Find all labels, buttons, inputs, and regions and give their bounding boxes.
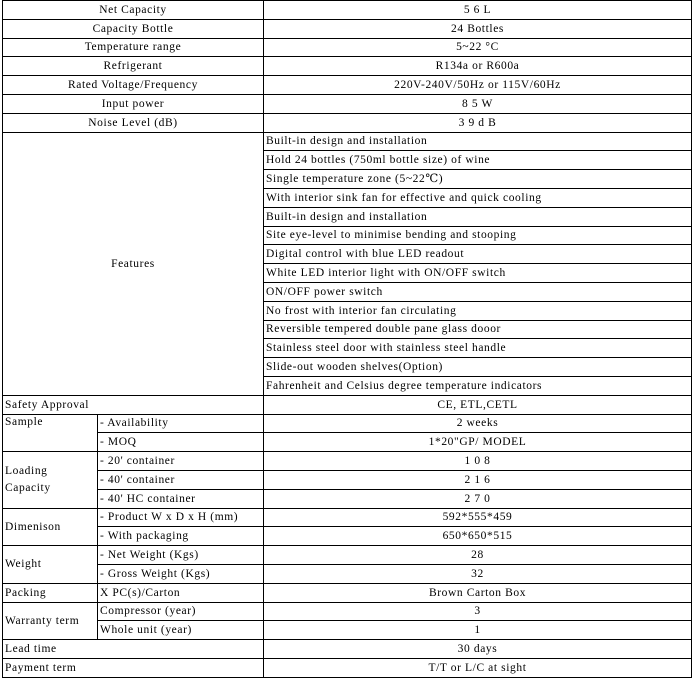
value-temperature-range: 5~22 °C	[264, 38, 692, 57]
row-dimension-packaging	[3, 527, 692, 546]
label-weight: Weight	[3, 546, 98, 584]
row-weight-net	[3, 546, 692, 565]
sub-label: - Gross Weight (Kgs)	[98, 564, 264, 583]
label-dimension: Dimenison	[3, 508, 98, 546]
label-refrigerant: Refrigerant	[3, 57, 264, 76]
feature-item: Fahrenheit and Celsius degree temperature indicators	[264, 376, 692, 395]
label-loading-line2: Capacity	[5, 481, 51, 494]
row-weight-gross	[3, 564, 692, 583]
value-capacity-bottle: 24 Bottles	[264, 19, 692, 38]
label-payment-term: Payment term	[3, 658, 264, 677]
sub-label: - Product W x D x H (mm)	[98, 508, 264, 527]
value-cell: 2 7 0	[264, 489, 692, 508]
row-warranty-whole-unit	[3, 621, 692, 640]
row-warranty-compressor	[3, 602, 692, 621]
label-warranty: Warranty term	[3, 602, 98, 640]
row-net-capacity	[3, 1, 692, 20]
feature-item: No frost with interior fan circulating	[264, 301, 692, 320]
row-lead-time	[3, 640, 692, 659]
row-noise-level	[3, 113, 692, 132]
feature-item: With interior sink fan for effective and quick cooling	[264, 188, 692, 207]
value-refrigerant: R134a or R600a	[264, 57, 692, 76]
row-refrigerant	[3, 57, 692, 76]
label-safety-approval: Safety Approval	[3, 395, 264, 414]
feature-item: Reversible tempered double pane glass dooor	[264, 320, 692, 339]
value-cell: 1*20"GP/ MODEL	[264, 433, 692, 452]
value-cell: 650*650*515	[264, 527, 692, 546]
value-input-power: 8 5 W	[264, 94, 692, 113]
value-cell: 3	[264, 602, 692, 621]
value-payment-term: T/T or L/C at sight	[264, 658, 692, 677]
feature-item: White LED interior light with ON/OFF switch	[264, 264, 692, 283]
row-loading-20	[3, 452, 692, 471]
feature-item: Hold 24 bottles (750ml bottle size) of wine	[264, 151, 692, 170]
feature-item: Digital control with blue LED readout	[264, 245, 692, 264]
feature-item: Built-in design and installation	[264, 207, 692, 226]
label-packing: Packing	[3, 583, 98, 602]
row-sample-availability	[3, 414, 692, 433]
label-lead-time: Lead time	[3, 640, 264, 659]
sub-label: - 40' container	[98, 470, 264, 489]
sub-label: - Net Weight (Kgs)	[98, 546, 264, 565]
row-sample-moq	[3, 433, 692, 452]
value-cell: Brown Carton Box	[264, 583, 692, 602]
row-temperature-range	[3, 38, 692, 57]
feature-item: Stainless steel door with stainless steel handle	[264, 339, 692, 358]
label-net-capacity: Net Capacity	[3, 1, 264, 20]
value-cell: 1 0 8	[264, 452, 692, 471]
value-rated-voltage: 220V-240V/50Hz or 115V/60Hz	[264, 76, 692, 95]
value-cell: 1	[264, 621, 692, 640]
sub-label: X PC(s)/Carton	[98, 583, 264, 602]
label-features: Features	[3, 132, 264, 395]
value-lead-time: 30 days	[264, 640, 692, 659]
value-cell: 28	[264, 546, 692, 565]
feature-item: Single temperature zone (5~22℃)	[264, 170, 692, 189]
label-rated-voltage: Rated Voltage/Frequency	[3, 76, 264, 95]
feature-item: Site eye-level to minimise bending and stooping	[264, 226, 692, 245]
feature-item: Slide-out wooden shelves(Option)	[264, 358, 692, 377]
row-loading-40hc	[3, 489, 692, 508]
label-sample: Sample	[3, 414, 98, 452]
label-capacity-bottle: Capacity Bottle	[3, 19, 264, 38]
feature-item: Built-in design and installation	[264, 132, 692, 151]
spec-table	[2, 0, 692, 678]
row-rated-voltage	[3, 76, 692, 95]
value-cell: 32	[264, 564, 692, 583]
sub-label: - With packaging	[98, 527, 264, 546]
row-input-power	[3, 94, 692, 113]
value-cell: 2 1 6	[264, 470, 692, 489]
row-capacity-bottle	[3, 19, 692, 38]
sub-label: - 20' container	[98, 452, 264, 471]
feature-row	[3, 132, 692, 151]
label-loading-line1: Loading	[5, 464, 48, 477]
value-cell: 592*555*459	[264, 508, 692, 527]
feature-item: ON/OFF power switch	[264, 282, 692, 301]
label-input-power: Input power	[3, 94, 264, 113]
value-safety-approval: CE, ETL,CETL	[264, 395, 692, 414]
row-safety-approval	[3, 395, 692, 414]
sub-label: - 40' HC container	[98, 489, 264, 508]
label-loading-capacity	[3, 452, 98, 508]
value-noise-level: 3 9 d B	[264, 113, 692, 132]
sub-label: - Availability	[98, 414, 264, 433]
label-temperature-range: Temperature range	[3, 38, 264, 57]
label-noise-level: Noise Level (dB)	[3, 113, 264, 132]
sub-label: - MOQ	[98, 433, 264, 452]
row-payment-term	[3, 658, 692, 677]
row-dimension-product	[3, 508, 692, 527]
sub-label: Compressor (year)	[98, 602, 264, 621]
sub-label: Whole unit (year)	[98, 621, 264, 640]
value-net-capacity: 5 6 L	[264, 1, 692, 20]
value-cell: 2 weeks	[264, 414, 692, 433]
row-loading-40	[3, 470, 692, 489]
row-packing	[3, 583, 692, 602]
